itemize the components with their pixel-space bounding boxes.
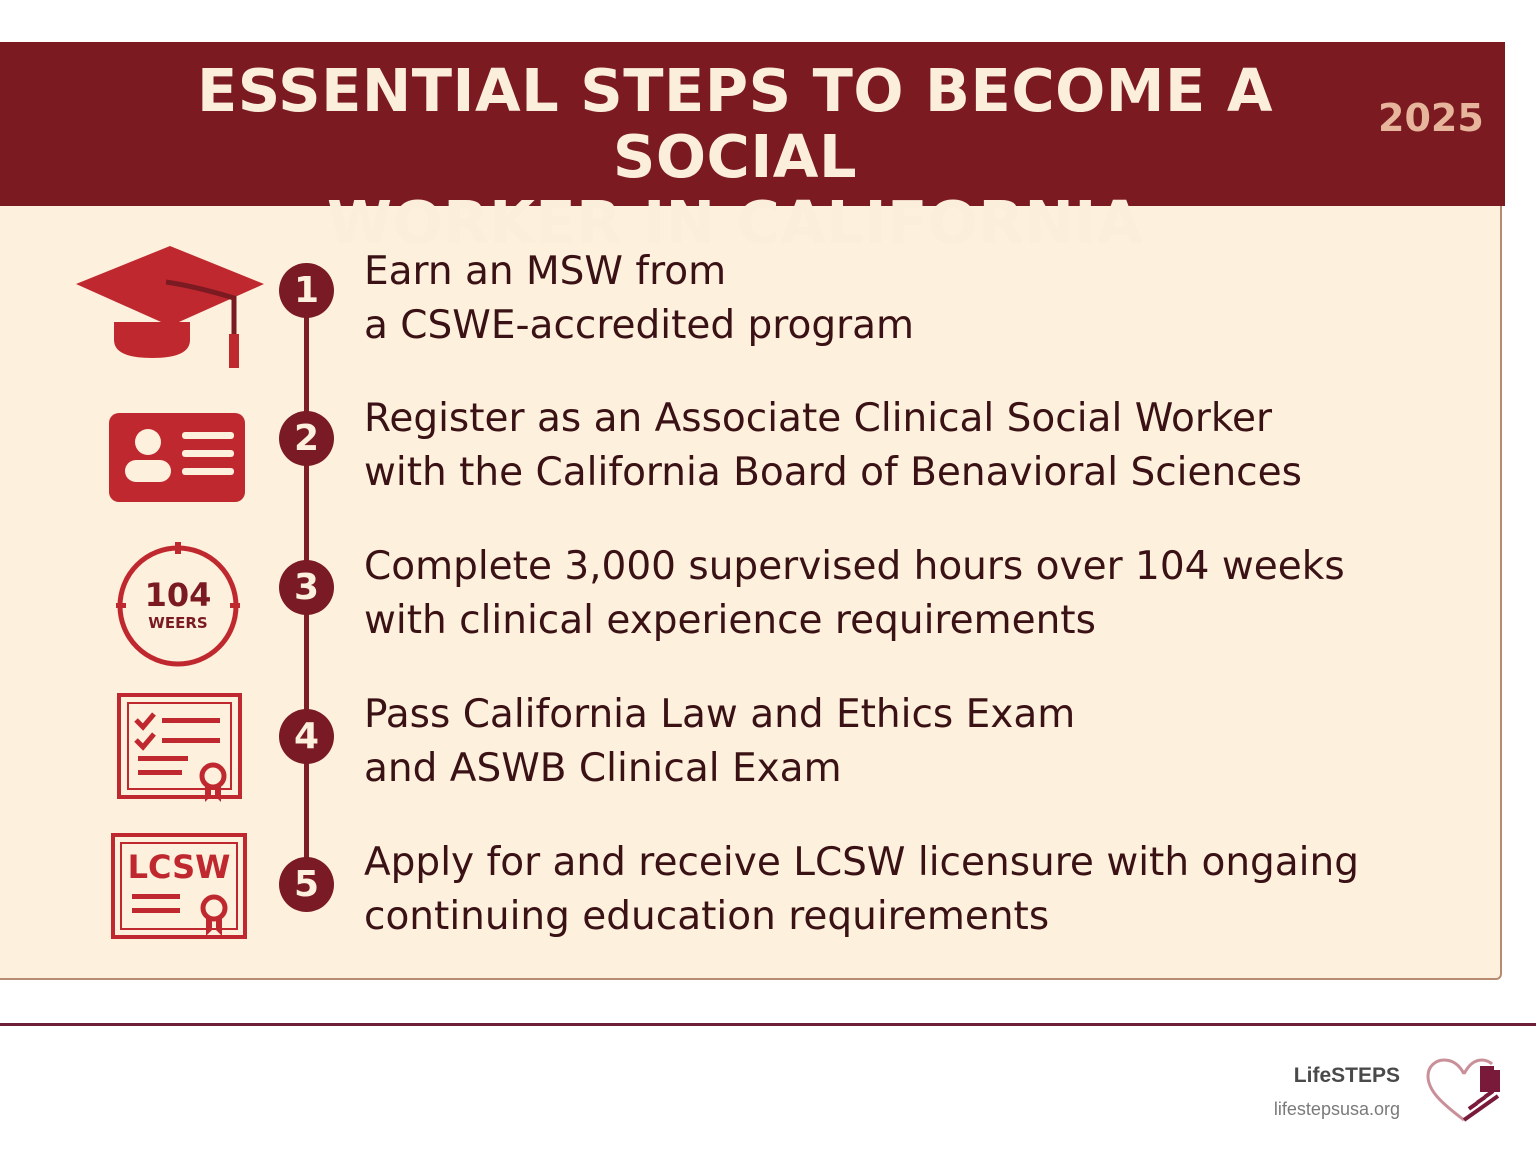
step-3-text: Complete 3,000 supervised hours over 104 weeks with clinical experience requirements [364, 544, 1345, 643]
graduation-cap-icon [74, 244, 266, 372]
step-2-badge: 2 [279, 411, 334, 466]
step-3-badge: 3 [279, 560, 334, 615]
step-4-text: Pass California Law and Ethics Exam and ASWB Clinical Exam [364, 692, 1076, 791]
weeks-number-label: 104 [144, 576, 212, 614]
title-line-2: WORKER IN CALIFORNIA [327, 188, 1143, 257]
step-2-text: Register as an Associate Clinical Social Worker with the California Board of Benavioral Sciences [364, 396, 1302, 495]
step-5-badge: 5 [279, 857, 334, 912]
brand-name: LifeSTEPS [1293, 1064, 1400, 1087]
year-label: 2025 [1378, 96, 1484, 140]
weeks-clock-icon [114, 540, 242, 668]
weeks-unit-label: WEERS [148, 614, 208, 632]
id-card-icon [108, 412, 248, 504]
step-5-text: Apply for and receive LCSW licensure with ongaing continuing education requirements [364, 840, 1359, 939]
exam-certificate-icon [116, 692, 244, 804]
lcsw-label: LCSW [127, 848, 231, 886]
title-line-1: ESSENTIAL STEPS TO BECOME A SOCIAL [196, 56, 1274, 191]
brand-url[interactable]: lifestepsusa.org [1273, 1099, 1400, 1119]
footer-divider [0, 1023, 1536, 1026]
step-1-badge: 1 [279, 263, 334, 318]
page-title [70, 58, 1400, 256]
lifesteps-heart-logo [1424, 1056, 1508, 1126]
step-4-badge: 4 [279, 709, 334, 764]
step-1-text: Earn an MSW from a CSWE-accredited program [364, 249, 915, 348]
lcsw-license-icon [110, 832, 248, 942]
